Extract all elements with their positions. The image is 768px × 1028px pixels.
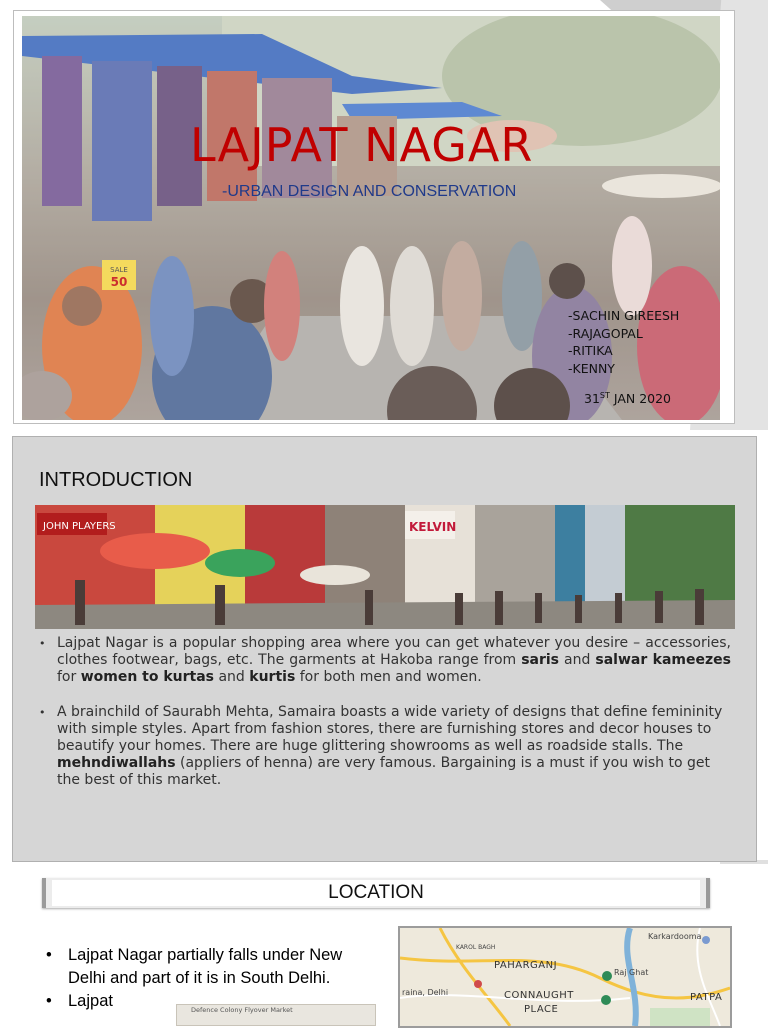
author-name: -RITIKA — [568, 343, 613, 358]
author-name: -RAJAGOPAL — [568, 325, 643, 341]
presentation-title: LAJPAT NAGAR — [190, 118, 534, 172]
bullet-samaira — [39, 704, 731, 789]
map-label: PATPA — [690, 992, 723, 1003]
bullet-shopping — [39, 635, 731, 686]
bold-term: saris — [521, 652, 560, 668]
bullet-text: A brainchild of Saurabh Mehta, Samaira boasts a wide variety of designs that define femininity with simple styles. Apart from fashion stores, there are furnishing stores and decor houses to beautify your homes. There are huge glittering showrooms as well as roadside stalls. The — [57, 704, 723, 754]
map-label: KAROL BAGH — [456, 944, 496, 951]
map-label: CONNAUGHT — [504, 990, 574, 1001]
map-label: PAHARGANJ — [494, 960, 558, 971]
thumbnail-label: Defence Colony Flyover Market — [191, 1006, 293, 1014]
svg-text:SALE: SALE — [110, 266, 128, 274]
sign-john-players: JOHN PLAYERS — [43, 521, 116, 532]
bold-term: kurtis — [249, 669, 296, 685]
map-label: Karkardooma — [648, 932, 702, 941]
author-name: -SACHIN GIREESH — [568, 308, 680, 323]
map-thumbnail — [176, 1004, 376, 1026]
bullet-text: for — [57, 669, 81, 685]
location-heading-bar — [42, 878, 710, 908]
map-label: PLACE — [524, 1004, 559, 1015]
sign-kelvin: KELVIN — [409, 520, 457, 534]
location-bullets — [46, 944, 366, 1013]
intro-bullets — [39, 635, 731, 789]
bold-term: mehndiwallahs — [57, 755, 176, 771]
presentation-date — [584, 391, 671, 406]
date-day: 31 — [584, 391, 600, 407]
section-heading: LOCATION — [52, 880, 700, 906]
bold-term: women to kurtas — [80, 669, 215, 685]
introduction-slide — [12, 436, 757, 862]
author-list — [568, 307, 679, 377]
location-map — [398, 926, 732, 1028]
bold-term: salwar kameezes — [595, 652, 731, 668]
bullet-text: and — [559, 652, 596, 668]
location-slide — [0, 864, 768, 1024]
map-label: Raj Ghat — [614, 968, 649, 977]
date-suffix: ST — [599, 391, 610, 400]
bullet-text: and — [214, 669, 250, 685]
section-heading: INTRODUCTION — [39, 469, 193, 491]
svg-text:50: 50 — [110, 275, 128, 289]
date-rest: JAN 2020 — [609, 391, 672, 407]
market-street-photo-2 — [35, 505, 735, 629]
bullet-text: (appliers of henna) are very famous. Bargaining is a must if you wish to get the best of this market. — [57, 755, 710, 788]
author-name: -KENNY — [568, 360, 615, 376]
location-bullet: • Lajpat Nagar partially falls under New Delhi and part of it is in South Delhi. — [46, 944, 366, 990]
presentation-subtitle: -URBAN DESIGN AND CONSERVATION — [222, 183, 517, 200]
bullet-text: Lajpat Nagar is a popular shopping area where you can get whatever you desire – accessories, clothes footwear, bags, etc. The garments at Hakoba range from — [57, 635, 731, 668]
bullet-text: for both men and women. — [295, 669, 482, 685]
map-label: raina, Delhi — [402, 988, 449, 997]
location-bullet: • Lajpat — [46, 990, 366, 1013]
